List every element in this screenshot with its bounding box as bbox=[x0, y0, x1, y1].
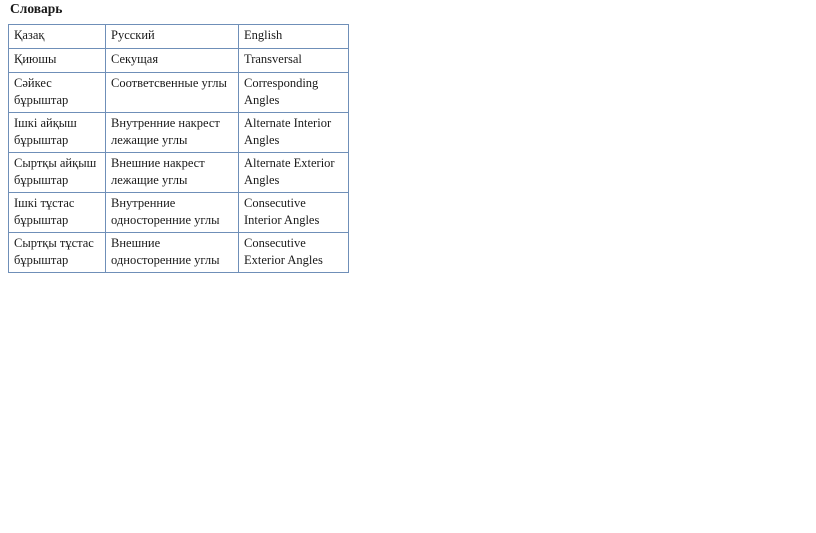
cell-russian: Внешние односторенние углы bbox=[106, 233, 239, 273]
table-row bbox=[9, 113, 349, 153]
cell-kazakh: Қиюшы bbox=[9, 49, 106, 73]
cell-russian: Внешние накрест лежащие углы bbox=[106, 153, 239, 193]
header-english: English bbox=[239, 25, 349, 49]
cell-kazakh: Сәйкес бұрыштар bbox=[9, 73, 106, 113]
cell-russian: Соответсвенные углы bbox=[106, 73, 239, 113]
table-row bbox=[9, 73, 349, 113]
cell-english: Consecutive Exterior Angles bbox=[239, 233, 349, 273]
cell-english: Consecutive Interior Angles bbox=[239, 193, 349, 233]
table-header-row bbox=[9, 25, 349, 49]
cell-kazakh: Ішкі айқыш бұрыштар bbox=[9, 113, 106, 153]
cell-russian: Внутренние односторенние углы bbox=[106, 193, 239, 233]
cell-kazakh: Ішкі тұстас бұрыштар bbox=[9, 193, 106, 233]
header-kazakh: Қазақ bbox=[9, 25, 106, 49]
cell-kazakh: Сыртқы айқыш бұрыштар bbox=[9, 153, 106, 193]
table-row bbox=[9, 49, 349, 73]
table-row bbox=[9, 153, 349, 193]
cell-english: Corresponding Angles bbox=[239, 73, 349, 113]
cell-kazakh: Сыртқы тұстас бұрыштар bbox=[9, 233, 106, 273]
header-russian: Русский bbox=[106, 25, 239, 49]
cell-russian: Секущая bbox=[106, 49, 239, 73]
table-row bbox=[9, 193, 349, 233]
page-title: Словарь bbox=[10, 1, 63, 16]
cell-english: Alternate Interior Angles bbox=[239, 113, 349, 153]
table-row bbox=[9, 233, 349, 273]
cell-english: Transversal bbox=[239, 49, 349, 73]
cell-russian: Внутренние накрест лежащие углы bbox=[106, 113, 239, 153]
glossary-table bbox=[8, 24, 349, 273]
cell-english: Alternate Exterior Angles bbox=[239, 153, 349, 193]
